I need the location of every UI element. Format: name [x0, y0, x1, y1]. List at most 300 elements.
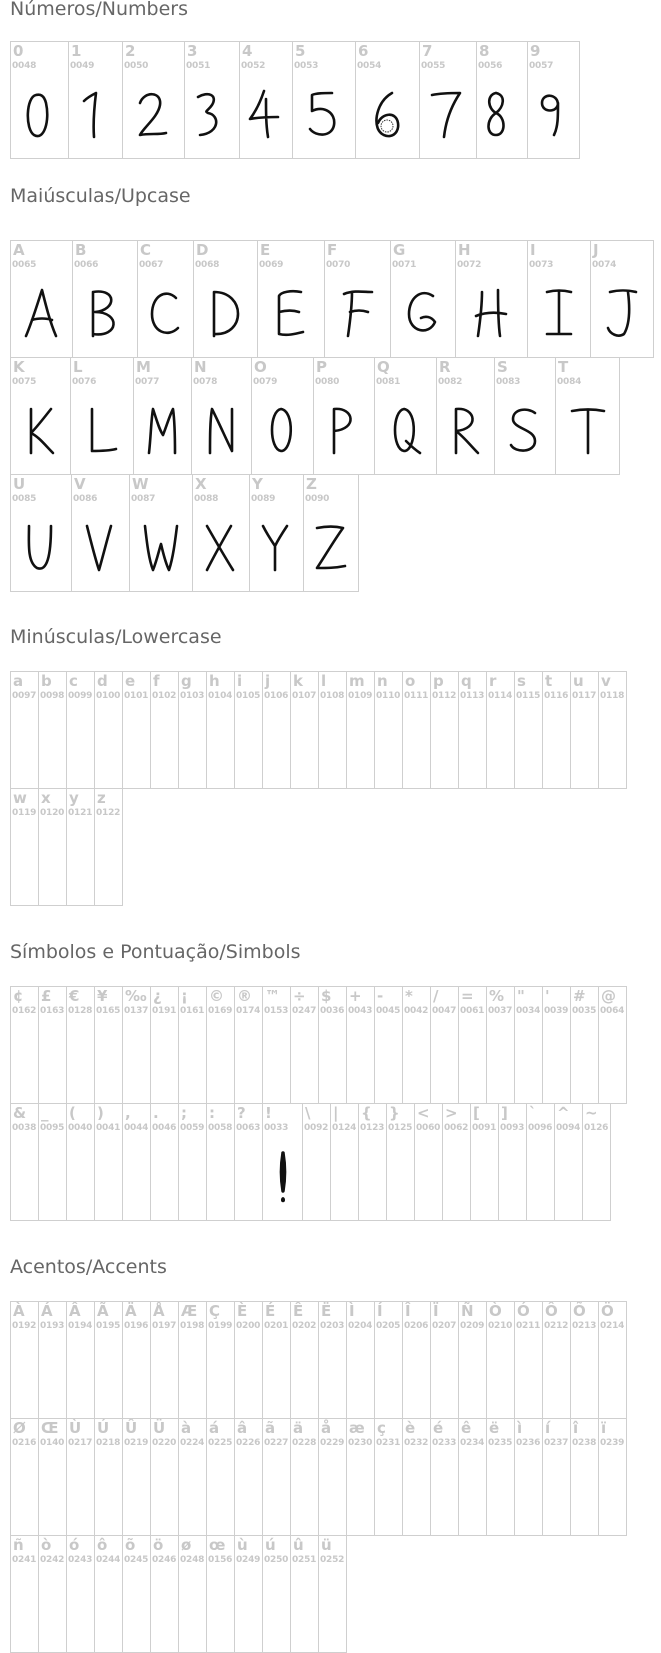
glyph-character-label: Ñ: [461, 1302, 474, 1320]
glyph-preview: [258, 275, 324, 353]
symbols-row: [10, 1103, 610, 1221]
glyph-drawing: [84, 405, 120, 457]
glyph-character-label: 0: [13, 42, 24, 60]
glyph-character-label: Û: [125, 1419, 138, 1437]
glyph-code-label: 0128: [68, 1006, 93, 1016]
glyph-texture: [381, 120, 393, 132]
glyph-stroke: [542, 96, 558, 135]
glyph-cell: [206, 1301, 235, 1419]
glyph-drawing: [388, 405, 424, 457]
glyph-stroke: [547, 291, 571, 335]
glyph-code-label: 0192: [12, 1321, 37, 1331]
glyph-cell: [262, 1418, 291, 1536]
glyph-character-label: y: [69, 789, 79, 807]
glyph-code-label: 0165: [96, 1006, 121, 1016]
glyph-preview: [193, 509, 249, 587]
glyph-code-label: 0116: [544, 691, 569, 701]
glyph-stroke: [281, 1153, 284, 1201]
glyph-cell: [582, 1103, 611, 1221]
glyph-preview: [130, 509, 192, 587]
glyph-cell: [178, 671, 207, 789]
glyph-preview: [123, 76, 184, 154]
glyph-character-label: Ò: [489, 1302, 502, 1320]
glyph-cell: [150, 671, 179, 789]
glyph-code-label: 0075: [12, 377, 37, 387]
lowercase-row: [10, 788, 122, 906]
glyph-character-label: d: [97, 672, 108, 690]
glyph-cell: [38, 1103, 67, 1221]
glyph-character-label: ,: [125, 1104, 131, 1122]
glyph-preview: [252, 392, 313, 470]
glyph-code-label: 0081: [376, 377, 401, 387]
glyph-character-label: è: [405, 1419, 416, 1437]
glyph-character-label: 7: [422, 42, 433, 60]
glyph-character-label: m: [349, 672, 365, 690]
glyph-character-label: Ï: [433, 1302, 439, 1320]
glyph-stroke: [317, 527, 345, 569]
glyph-cell: [598, 1418, 627, 1536]
section-title-accents: Acentos/Accents: [10, 1256, 167, 1278]
glyph-code-label: 0174: [236, 1006, 261, 1016]
glyph-cell: [290, 986, 319, 1104]
glyph-character-label: ì: [517, 1419, 523, 1437]
glyph-code-label: 0238: [572, 1438, 597, 1448]
glyph-drawing: [22, 89, 58, 141]
glyph-code-label: 0114: [488, 691, 513, 701]
glyph-code-label: 0102: [152, 691, 177, 701]
glyph-code-label: 0227: [264, 1438, 289, 1448]
glyph-code-label: 0037: [488, 1006, 513, 1016]
glyph-cell: [10, 240, 73, 358]
glyph-character-label: 2: [125, 42, 136, 60]
upcase-row: [10, 357, 619, 475]
glyph-cell: [66, 1535, 95, 1653]
glyph-preview: [391, 275, 455, 353]
glyph-character-label: À: [13, 1302, 25, 1320]
glyph-stroke: [334, 409, 351, 453]
glyph-cell: [494, 357, 556, 475]
glyph-cell: [486, 1418, 515, 1536]
glyph-code-label: 0049: [70, 61, 95, 71]
glyph-cell: [10, 1301, 39, 1419]
glyph-cell: [386, 1103, 415, 1221]
glyph-cell: [402, 986, 431, 1104]
glyph-cell: [346, 986, 375, 1104]
glyph-character-label: |: [333, 1104, 339, 1122]
glyph-drawing: [273, 288, 309, 340]
glyph-code-label: 0153: [264, 1006, 289, 1016]
glyph-character-label: Î: [405, 1302, 411, 1320]
glyph-character-label: n: [377, 672, 388, 690]
glyph-code-label: 0213: [572, 1321, 597, 1331]
glyph-cell: [122, 986, 151, 1104]
glyph-code-label: 0249: [236, 1555, 261, 1565]
glyph-code-label: 0200: [236, 1321, 261, 1331]
glyph-code-label: 0225: [208, 1438, 233, 1448]
glyph-code-label: 0140: [40, 1438, 65, 1448]
glyph-cell: [94, 986, 123, 1104]
glyph-cell: [257, 240, 325, 358]
glyph-cell: [122, 671, 151, 789]
glyph-code-label: 0112: [432, 691, 457, 701]
glyph-cell: [290, 671, 319, 789]
glyph-drawing: [340, 288, 376, 340]
glyph-cell: [38, 788, 67, 906]
glyph-drawing: [370, 89, 406, 141]
glyph-cell: [318, 1301, 347, 1419]
glyph-character-label: j: [265, 672, 271, 690]
section-title-numbers: Números/Numbers: [10, 0, 188, 20]
glyph-code-label: 0125: [388, 1123, 413, 1133]
glyph-cell: [251, 357, 314, 475]
glyph-code-label: 0066: [74, 260, 99, 270]
glyph-stroke: [395, 409, 420, 453]
glyph-code-label: 0124: [332, 1123, 357, 1133]
glyph-code-label: 0229: [320, 1438, 345, 1448]
glyph-character-label: t: [545, 672, 553, 690]
glyph-code-label: 0095: [40, 1123, 65, 1133]
glyph-character-label: f: [153, 672, 160, 690]
glyph-character-label: q: [461, 672, 472, 690]
glyph-character-label: Ô: [545, 1302, 558, 1320]
glyph-character-label: &: [13, 1104, 27, 1122]
glyph-character-label: !: [265, 1104, 272, 1122]
glyph-character-label: Æ: [181, 1302, 198, 1320]
glyph-cell: [133, 357, 192, 475]
glyph-character-label: Ì: [349, 1302, 355, 1320]
glyph-cell: [554, 1103, 583, 1221]
glyph-cell: [10, 788, 39, 906]
glyph-character-label: Í: [377, 1302, 383, 1320]
glyph-code-label: 0234: [460, 1438, 485, 1448]
glyph-code-label: 0097: [12, 691, 37, 701]
glyph-cell: [313, 357, 375, 475]
numbers-row: [10, 41, 579, 159]
glyph-cell: [184, 41, 240, 159]
glyph-cell: [355, 41, 420, 159]
glyph-code-label: 0199: [208, 1321, 233, 1331]
glyph-character-label: á: [209, 1419, 220, 1437]
glyph-cell: [72, 240, 138, 358]
glyph-character-label: W: [132, 475, 149, 493]
glyph-cell: [290, 1301, 319, 1419]
glyph-cell: [542, 1418, 571, 1536]
glyph-stroke: [489, 93, 504, 135]
glyph-cell: [94, 1103, 123, 1221]
glyph-cell: [486, 1301, 515, 1419]
accents-row: [10, 1301, 626, 1419]
glyph-code-label: 0105: [236, 691, 261, 701]
glyph-code-label: 0052: [241, 61, 266, 71]
glyph-code-label: 0083: [496, 377, 521, 387]
glyph-cell: [555, 357, 620, 475]
glyph-character-label: <: [417, 1104, 430, 1122]
glyph-code-label: 0076: [72, 377, 97, 387]
glyph-stroke: [344, 292, 372, 337]
glyph-cell: [66, 986, 95, 1104]
glyph-cell: [38, 1301, 67, 1419]
glyph-code-label: 0212: [544, 1321, 569, 1331]
glyph-code-label: 0063: [236, 1123, 261, 1133]
glyph-cell: [150, 1418, 179, 1536]
glyph-code-label: 0079: [253, 377, 278, 387]
glyph-character-label: ø: [181, 1536, 192, 1554]
section-title-symbols: Símbolos e Pontuação/Simbols: [10, 941, 301, 963]
glyph-character-label: h: [209, 672, 220, 690]
glyph-stroke: [210, 409, 232, 453]
glyph-character-label: }: [389, 1104, 400, 1122]
glyph-cell: [234, 1301, 263, 1419]
glyph-code-label: 0107: [292, 691, 317, 701]
glyph-character-label: g: [181, 672, 192, 690]
glyph-character-label: %: [489, 987, 505, 1005]
glyph-code-label: 0104: [208, 691, 233, 701]
glyph-character-label: ë: [489, 1419, 500, 1437]
glyph-code-label: 0073: [529, 260, 554, 270]
glyph-cell: [402, 671, 431, 789]
glyph-stroke: [476, 290, 506, 336]
glyph-code-label: 0045: [376, 1006, 401, 1016]
glyph-character-label: l: [321, 672, 327, 690]
glyph-stroke: [279, 291, 303, 335]
glyph-character-label: a: [13, 672, 24, 690]
glyph-cell: [346, 671, 375, 789]
glyph-code-label: 0041: [96, 1123, 121, 1133]
glyph-code-label: 0163: [40, 1006, 65, 1016]
glyph-drawing: [136, 89, 172, 141]
glyph-cell: [38, 1418, 67, 1536]
glyph-cell: [330, 1103, 359, 1221]
glyph-character-label: È: [237, 1302, 248, 1320]
glyph-cell: [346, 1301, 375, 1419]
glyph-code-label: 0119: [12, 808, 37, 818]
glyph-character-label: í: [545, 1419, 551, 1437]
glyph-character-label: ^: [557, 1104, 570, 1122]
glyph-code-label: 0250: [264, 1555, 289, 1565]
glyph-preview: [356, 76, 419, 154]
glyph-cell: [10, 474, 72, 592]
glyph-code-label: 0068: [195, 260, 220, 270]
glyph-character-label: ]: [501, 1104, 508, 1122]
glyph-cell: [542, 671, 571, 789]
glyph-character-label: .: [153, 1104, 159, 1122]
glyph-code-label: 0245: [124, 1555, 149, 1565]
glyph-code-label: 0057: [529, 61, 554, 71]
glyph-character-label: H: [458, 241, 471, 259]
glyph-code-label: 0113: [460, 691, 485, 701]
glyph-preview: [528, 76, 579, 154]
glyph-preview: [375, 392, 436, 470]
glyph-character-label: >: [445, 1104, 458, 1122]
glyph-preview: [134, 392, 191, 470]
glyph-cell: [94, 788, 123, 906]
glyph-preview: [477, 76, 527, 154]
glyph-cell: [137, 240, 194, 358]
glyph-drawing: [24, 288, 60, 340]
glyph-cell: [178, 1301, 207, 1419]
glyph-character-label: ): [97, 1104, 104, 1122]
glyph-cell: [94, 1301, 123, 1419]
glyph-drawing: [194, 89, 230, 141]
glyph-character-label: œ: [209, 1536, 226, 1554]
glyph-drawing: [265, 405, 301, 457]
glyph-cell: [262, 986, 291, 1104]
glyph-drawing: [143, 522, 179, 574]
glyph-code-label: 0051: [186, 61, 211, 71]
glyph-cell: [68, 41, 123, 159]
glyph-cell: [570, 671, 599, 789]
glyph-character-label: F: [327, 241, 338, 259]
glyph-cell: [66, 788, 95, 906]
glyph-character-label: ê: [461, 1419, 472, 1437]
glyph-cell: [358, 1103, 387, 1221]
glyph-code-label: 0044: [124, 1123, 149, 1133]
glyph-character-label: k: [293, 672, 303, 690]
glyph-cell: [526, 1103, 555, 1221]
glyph-stroke: [310, 93, 334, 135]
glyph-stroke: [409, 293, 435, 330]
glyph-code-label: 0241: [12, 1555, 37, 1565]
upcase-row: [10, 240, 653, 358]
glyph-code-label: 0201: [264, 1321, 289, 1331]
glyph-code-label: 0080: [315, 377, 340, 387]
glyph-code-label: 0243: [68, 1555, 93, 1565]
glyph-character-label: ñ: [13, 1536, 24, 1554]
glyph-code-label: 0082: [438, 377, 463, 387]
glyph-cell: [374, 986, 403, 1104]
glyph-code-label: 0056: [478, 61, 503, 71]
glyph-code-label: 0106: [264, 691, 289, 701]
glyph-code-label: 0033: [264, 1123, 289, 1133]
glyph-drawing: [275, 1151, 291, 1203]
glyph-cell: [150, 1535, 179, 1653]
glyph-code-label: 0067: [139, 260, 164, 270]
glyph-preview: [456, 275, 527, 353]
glyph-cell: [374, 1301, 403, 1419]
glyph-drawing: [148, 288, 184, 340]
glyph-character-label: ç: [377, 1419, 386, 1437]
glyph-character-label: Œ: [41, 1419, 59, 1437]
glyph-code-label: 0089: [251, 494, 276, 504]
glyph-cell: [38, 671, 67, 789]
glyph-cell: [262, 1103, 303, 1221]
glyph-character-label: Y: [252, 475, 263, 493]
glyph-character-label: ¡: [181, 987, 188, 1005]
glyph-cell: [442, 1103, 471, 1221]
glyph-drawing: [83, 522, 119, 574]
glyph-cell: [514, 1418, 543, 1536]
glyph-cell: [94, 1535, 123, 1653]
glyph-code-label: 0231: [376, 1438, 401, 1448]
glyph-cell: [66, 671, 95, 789]
glyph-character-label: +: [349, 987, 362, 1005]
glyph-stroke: [26, 290, 56, 336]
glyph-character-label: Ç: [209, 1302, 221, 1320]
glyph-code-label: 0197: [152, 1321, 177, 1331]
glyph-cell: [206, 986, 235, 1104]
glyph-code-label: 0061: [460, 1006, 485, 1016]
glyph-code-label: 0069: [259, 260, 284, 270]
glyph-character-label: r: [489, 672, 497, 690]
glyph-stroke: [140, 94, 166, 135]
glyph-cell: [458, 1418, 487, 1536]
glyph-cell: [122, 1301, 151, 1419]
glyph-cell: [178, 986, 207, 1104]
glyph-cell: [178, 1535, 207, 1653]
glyph-code-label: 0034: [516, 1006, 541, 1016]
glyph-character-label: P: [316, 358, 327, 376]
section-title-upcase: Maiúsculas/Upcase: [10, 185, 191, 207]
glyph-code-label: 0248: [180, 1555, 205, 1565]
glyph-code-label: 0043: [348, 1006, 373, 1016]
glyph-drawing: [536, 89, 572, 141]
glyph-code-label: 0103: [180, 691, 205, 701]
glyph-stroke: [145, 526, 177, 570]
glyph-cell: [455, 240, 528, 358]
glyph-cell: [514, 986, 543, 1104]
glyph-stroke: [263, 526, 287, 570]
glyph-code-label: 0194: [68, 1321, 93, 1331]
glyph-code-label: 0048: [12, 61, 37, 71]
glyph-preview: [11, 275, 72, 353]
glyph-stroke: [214, 292, 238, 336]
glyph-code-label: 0137: [124, 1006, 149, 1016]
glyph-stroke: [87, 526, 111, 570]
glyph-preview: [72, 509, 129, 587]
glyph-code-label: 0198: [180, 1321, 205, 1331]
glyph-drawing: [484, 89, 520, 141]
glyph-stroke: [93, 292, 114, 336]
glyph-cell: [192, 474, 250, 592]
glyph-character-label: ä: [293, 1419, 304, 1437]
glyph-preview: [138, 275, 193, 353]
accents-row: [10, 1535, 346, 1653]
glyph-cell: [318, 1418, 347, 1536]
glyph-cell: [486, 671, 515, 789]
glyph-cell: [122, 1103, 151, 1221]
glyph-stroke: [572, 410, 604, 454]
glyph-cell: [514, 671, 543, 789]
glyph-character-label: ¥: [97, 987, 108, 1005]
glyph-code-label: 0109: [348, 691, 373, 701]
glyph-character-label: \: [305, 1104, 311, 1122]
section-title-lowercase: Minúsculas/Lowercase: [10, 626, 222, 648]
glyph-cell: [598, 986, 627, 1104]
glyph-cell: [390, 240, 456, 358]
glyph-character-label: é: [433, 1419, 444, 1437]
glyph-character-label: x: [41, 789, 51, 807]
glyph-drawing: [507, 405, 543, 457]
glyph-code-label: 0092: [304, 1123, 329, 1133]
glyph-cell: [374, 671, 403, 789]
glyph-code-label: 0122: [96, 808, 121, 818]
glyph-cell: [10, 671, 39, 789]
glyph-character-label: c: [69, 672, 78, 690]
glyph-code-label: 0054: [357, 61, 382, 71]
glyph-code-label: 0058: [208, 1123, 233, 1133]
glyph-code-label: 0232: [404, 1438, 429, 1448]
glyph-cell: [430, 1301, 459, 1419]
glyph-code-label: 0219: [124, 1438, 149, 1448]
glyph-code-label: 0206: [404, 1321, 429, 1331]
glyph-code-label: 0204: [348, 1321, 373, 1331]
glyph-code-label: 0110: [376, 691, 401, 701]
glyph-character-label: L: [73, 358, 83, 376]
glyph-cell: [476, 41, 528, 159]
glyph-code-label: 0085: [12, 494, 37, 504]
glyph-cell: [206, 671, 235, 789]
glyph-stroke: [92, 409, 116, 451]
